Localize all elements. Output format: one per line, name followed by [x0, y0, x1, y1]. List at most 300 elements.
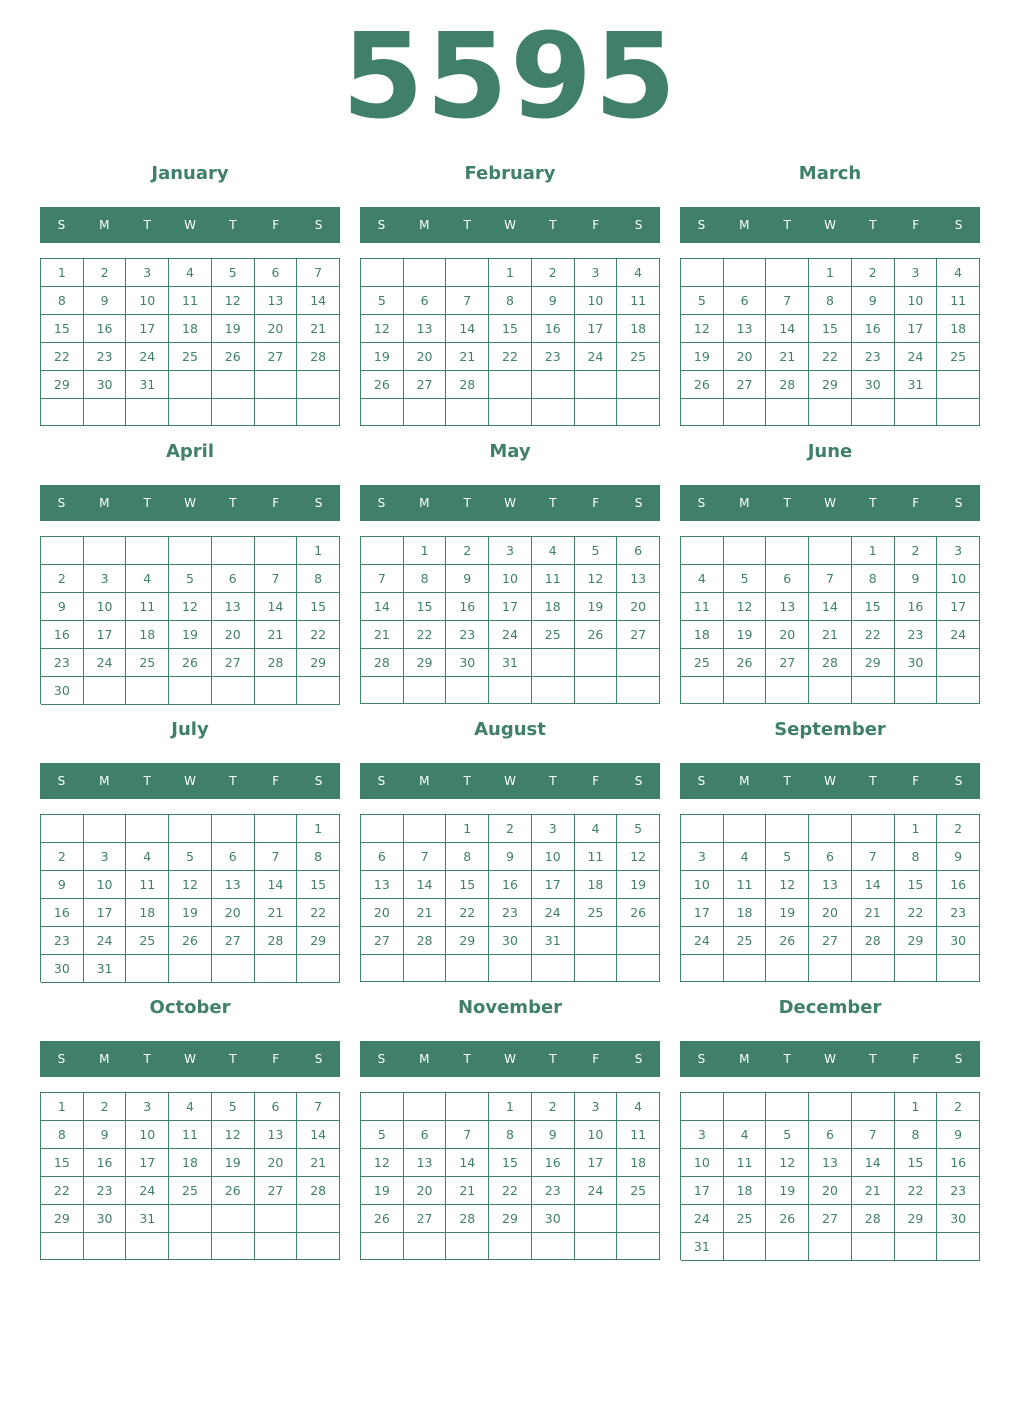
day-cell[interactable]: 25 — [937, 343, 980, 371]
day-cell[interactable]: 8 — [489, 287, 532, 315]
day-cell[interactable]: 29 — [489, 1205, 532, 1233]
day-cell[interactable]: 11 — [724, 871, 767, 899]
day-cell[interactable]: 2 — [489, 815, 532, 843]
day-cell[interactable]: 19 — [724, 621, 767, 649]
day-cell[interactable]: 30 — [84, 1205, 127, 1233]
day-cell[interactable]: 14 — [404, 871, 447, 899]
day-cell[interactable]: 11 — [617, 1121, 660, 1149]
day-cell[interactable]: 3 — [681, 1121, 724, 1149]
day-cell[interactable]: 30 — [489, 927, 532, 955]
day-cell[interactable]: 18 — [681, 621, 724, 649]
day-cell[interactable]: 23 — [852, 343, 895, 371]
day-cell[interactable]: 20 — [766, 621, 809, 649]
day-cell[interactable]: 26 — [617, 899, 660, 927]
day-cell[interactable]: 27 — [255, 343, 298, 371]
day-cell[interactable]: 21 — [852, 899, 895, 927]
day-cell[interactable]: 13 — [809, 871, 852, 899]
day-cell[interactable]: 3 — [126, 259, 169, 287]
day-cell[interactable]: 14 — [852, 1149, 895, 1177]
day-cell[interactable]: 19 — [575, 593, 618, 621]
day-cell[interactable]: 5 — [169, 565, 212, 593]
day-cell[interactable]: 21 — [361, 621, 404, 649]
day-cell[interactable]: 5 — [361, 287, 404, 315]
day-cell[interactable]: 13 — [724, 315, 767, 343]
day-cell[interactable]: 16 — [895, 593, 938, 621]
day-cell[interactable]: 4 — [169, 259, 212, 287]
day-cell[interactable]: 3 — [575, 259, 618, 287]
day-cell[interactable]: 3 — [84, 565, 127, 593]
day-cell[interactable]: 10 — [126, 287, 169, 315]
day-cell[interactable]: 2 — [84, 259, 127, 287]
day-cell[interactable]: 18 — [724, 1177, 767, 1205]
day-cell[interactable]: 24 — [575, 1177, 618, 1205]
day-cell[interactable]: 3 — [126, 1093, 169, 1121]
day-cell[interactable]: 20 — [404, 343, 447, 371]
day-cell[interactable]: 28 — [809, 649, 852, 677]
day-cell[interactable]: 1 — [809, 259, 852, 287]
day-cell[interactable]: 6 — [404, 1121, 447, 1149]
day-cell[interactable]: 27 — [212, 927, 255, 955]
day-cell[interactable]: 4 — [169, 1093, 212, 1121]
day-cell[interactable]: 18 — [724, 899, 767, 927]
day-cell[interactable]: 7 — [766, 287, 809, 315]
day-cell[interactable]: 22 — [404, 621, 447, 649]
day-cell[interactable]: 4 — [617, 259, 660, 287]
day-cell[interactable]: 2 — [532, 1093, 575, 1121]
day-cell[interactable]: 24 — [895, 343, 938, 371]
day-cell[interactable]: 6 — [809, 1121, 852, 1149]
day-cell[interactable]: 1 — [297, 537, 340, 565]
day-cell[interactable]: 27 — [809, 927, 852, 955]
day-cell[interactable]: 4 — [532, 537, 575, 565]
day-cell[interactable]: 2 — [446, 537, 489, 565]
day-cell[interactable]: 2 — [84, 1093, 127, 1121]
day-cell[interactable]: 9 — [84, 287, 127, 315]
day-cell[interactable]: 24 — [126, 343, 169, 371]
day-cell[interactable]: 28 — [852, 927, 895, 955]
day-cell[interactable]: 10 — [84, 593, 127, 621]
day-cell[interactable]: 27 — [255, 1177, 298, 1205]
day-cell[interactable]: 3 — [489, 537, 532, 565]
day-cell[interactable]: 9 — [446, 565, 489, 593]
day-cell[interactable]: 9 — [532, 287, 575, 315]
day-cell[interactable]: 4 — [724, 1121, 767, 1149]
day-cell[interactable]: 19 — [766, 899, 809, 927]
day-cell[interactable]: 25 — [126, 649, 169, 677]
day-cell[interactable]: 19 — [169, 899, 212, 927]
day-cell[interactable]: 16 — [532, 1149, 575, 1177]
day-cell[interactable]: 7 — [446, 1121, 489, 1149]
day-cell[interactable]: 20 — [255, 315, 298, 343]
day-cell[interactable]: 8 — [41, 1121, 84, 1149]
day-cell[interactable]: 25 — [617, 1177, 660, 1205]
day-cell[interactable]: 14 — [446, 1149, 489, 1177]
day-cell[interactable]: 10 — [575, 287, 618, 315]
day-cell[interactable]: 9 — [489, 843, 532, 871]
day-cell[interactable]: 28 — [297, 1177, 340, 1205]
day-cell[interactable]: 12 — [361, 315, 404, 343]
day-cell[interactable]: 5 — [212, 259, 255, 287]
day-cell[interactable]: 30 — [446, 649, 489, 677]
day-cell[interactable]: 29 — [852, 649, 895, 677]
day-cell[interactable]: 29 — [404, 649, 447, 677]
day-cell[interactable]: 8 — [895, 1121, 938, 1149]
day-cell[interactable]: 20 — [404, 1177, 447, 1205]
day-cell[interactable]: 8 — [297, 843, 340, 871]
day-cell[interactable]: 5 — [766, 1121, 809, 1149]
day-cell[interactable]: 19 — [681, 343, 724, 371]
day-cell[interactable]: 2 — [937, 815, 980, 843]
day-cell[interactable]: 4 — [126, 565, 169, 593]
day-cell[interactable]: 9 — [895, 565, 938, 593]
day-cell[interactable]: 16 — [937, 871, 980, 899]
day-cell[interactable]: 6 — [212, 565, 255, 593]
day-cell[interactable]: 18 — [937, 315, 980, 343]
day-cell[interactable]: 27 — [617, 621, 660, 649]
day-cell[interactable]: 22 — [809, 343, 852, 371]
day-cell[interactable]: 6 — [809, 843, 852, 871]
day-cell[interactable]: 21 — [297, 315, 340, 343]
day-cell[interactable]: 20 — [361, 899, 404, 927]
day-cell[interactable]: 22 — [41, 343, 84, 371]
day-cell[interactable]: 2 — [937, 1093, 980, 1121]
day-cell[interactable]: 20 — [212, 899, 255, 927]
day-cell[interactable]: 14 — [255, 593, 298, 621]
day-cell[interactable]: 4 — [617, 1093, 660, 1121]
day-cell[interactable]: 9 — [852, 287, 895, 315]
day-cell[interactable]: 23 — [446, 621, 489, 649]
day-cell[interactable]: 22 — [297, 621, 340, 649]
day-cell[interactable]: 17 — [681, 1177, 724, 1205]
day-cell[interactable]: 7 — [255, 565, 298, 593]
day-cell[interactable]: 1 — [41, 259, 84, 287]
day-cell[interactable]: 30 — [937, 927, 980, 955]
day-cell[interactable]: 1 — [446, 815, 489, 843]
day-cell[interactable]: 15 — [489, 1149, 532, 1177]
day-cell[interactable]: 6 — [212, 843, 255, 871]
day-cell[interactable]: 11 — [575, 843, 618, 871]
day-cell[interactable]: 10 — [681, 871, 724, 899]
day-cell[interactable]: 3 — [681, 843, 724, 871]
day-cell[interactable]: 10 — [895, 287, 938, 315]
day-cell[interactable]: 22 — [852, 621, 895, 649]
day-cell[interactable]: 11 — [126, 593, 169, 621]
day-cell[interactable]: 15 — [809, 315, 852, 343]
day-cell[interactable]: 7 — [297, 259, 340, 287]
day-cell[interactable]: 12 — [169, 593, 212, 621]
day-cell[interactable]: 14 — [809, 593, 852, 621]
day-cell[interactable]: 15 — [489, 315, 532, 343]
day-cell[interactable]: 30 — [937, 1205, 980, 1233]
day-cell[interactable]: 13 — [255, 1121, 298, 1149]
day-cell[interactable]: 16 — [852, 315, 895, 343]
day-cell[interactable]: 17 — [126, 315, 169, 343]
day-cell[interactable]: 28 — [766, 371, 809, 399]
day-cell[interactable]: 23 — [937, 1177, 980, 1205]
day-cell[interactable]: 9 — [937, 843, 980, 871]
day-cell[interactable]: 12 — [724, 593, 767, 621]
day-cell[interactable]: 18 — [617, 315, 660, 343]
day-cell[interactable]: 13 — [809, 1149, 852, 1177]
day-cell[interactable]: 23 — [84, 1177, 127, 1205]
day-cell[interactable]: 2 — [895, 537, 938, 565]
day-cell[interactable]: 10 — [937, 565, 980, 593]
day-cell[interactable]: 14 — [852, 871, 895, 899]
day-cell[interactable]: 28 — [255, 927, 298, 955]
day-cell[interactable]: 18 — [126, 621, 169, 649]
day-cell[interactable]: 17 — [575, 1149, 618, 1177]
day-cell[interactable]: 28 — [297, 343, 340, 371]
day-cell[interactable]: 28 — [255, 649, 298, 677]
day-cell[interactable]: 25 — [617, 343, 660, 371]
day-cell[interactable]: 3 — [937, 537, 980, 565]
day-cell[interactable]: 29 — [446, 927, 489, 955]
day-cell[interactable]: 3 — [575, 1093, 618, 1121]
day-cell[interactable]: 26 — [766, 927, 809, 955]
day-cell[interactable]: 29 — [895, 1205, 938, 1233]
day-cell[interactable]: 2 — [41, 843, 84, 871]
day-cell[interactable]: 4 — [681, 565, 724, 593]
day-cell[interactable]: 9 — [41, 593, 84, 621]
day-cell[interactable]: 2 — [532, 259, 575, 287]
day-cell[interactable]: 26 — [169, 649, 212, 677]
day-cell[interactable]: 7 — [809, 565, 852, 593]
day-cell[interactable]: 31 — [84, 955, 127, 983]
day-cell[interactable]: 1 — [852, 537, 895, 565]
day-cell[interactable]: 23 — [532, 1177, 575, 1205]
day-cell[interactable]: 24 — [681, 1205, 724, 1233]
day-cell[interactable]: 22 — [41, 1177, 84, 1205]
day-cell[interactable]: 25 — [724, 927, 767, 955]
day-cell[interactable]: 30 — [41, 955, 84, 983]
day-cell[interactable]: 21 — [852, 1177, 895, 1205]
day-cell[interactable]: 10 — [489, 565, 532, 593]
day-cell[interactable]: 21 — [809, 621, 852, 649]
day-cell[interactable]: 16 — [937, 1149, 980, 1177]
day-cell[interactable]: 15 — [446, 871, 489, 899]
day-cell[interactable]: 19 — [361, 343, 404, 371]
day-cell[interactable]: 9 — [41, 871, 84, 899]
day-cell[interactable]: 2 — [852, 259, 895, 287]
day-cell[interactable]: 22 — [895, 899, 938, 927]
day-cell[interactable]: 21 — [404, 899, 447, 927]
day-cell[interactable]: 16 — [84, 1149, 127, 1177]
day-cell[interactable]: 15 — [852, 593, 895, 621]
day-cell[interactable]: 29 — [297, 649, 340, 677]
day-cell[interactable]: 8 — [404, 565, 447, 593]
day-cell[interactable]: 26 — [766, 1205, 809, 1233]
day-cell[interactable]: 8 — [489, 1121, 532, 1149]
day-cell[interactable]: 27 — [212, 649, 255, 677]
day-cell[interactable]: 15 — [297, 871, 340, 899]
day-cell[interactable]: 5 — [575, 537, 618, 565]
day-cell[interactable]: 21 — [446, 343, 489, 371]
day-cell[interactable]: 4 — [575, 815, 618, 843]
day-cell[interactable]: 10 — [532, 843, 575, 871]
day-cell[interactable]: 4 — [724, 843, 767, 871]
day-cell[interactable]: 5 — [766, 843, 809, 871]
day-cell[interactable]: 6 — [255, 1093, 298, 1121]
day-cell[interactable]: 22 — [446, 899, 489, 927]
day-cell[interactable]: 6 — [617, 537, 660, 565]
day-cell[interactable]: 18 — [169, 315, 212, 343]
day-cell[interactable]: 27 — [809, 1205, 852, 1233]
day-cell[interactable]: 7 — [404, 843, 447, 871]
day-cell[interactable]: 9 — [937, 1121, 980, 1149]
day-cell[interactable]: 12 — [681, 315, 724, 343]
day-cell[interactable]: 25 — [126, 927, 169, 955]
day-cell[interactable]: 27 — [404, 371, 447, 399]
day-cell[interactable]: 21 — [766, 343, 809, 371]
day-cell[interactable]: 23 — [84, 343, 127, 371]
day-cell[interactable]: 31 — [895, 371, 938, 399]
day-cell[interactable]: 30 — [532, 1205, 575, 1233]
day-cell[interactable]: 31 — [126, 371, 169, 399]
day-cell[interactable]: 7 — [446, 287, 489, 315]
day-cell[interactable]: 1 — [895, 815, 938, 843]
day-cell[interactable]: 27 — [361, 927, 404, 955]
day-cell[interactable]: 13 — [404, 315, 447, 343]
day-cell[interactable]: 25 — [575, 899, 618, 927]
day-cell[interactable]: 15 — [297, 593, 340, 621]
day-cell[interactable]: 5 — [681, 287, 724, 315]
day-cell[interactable]: 30 — [852, 371, 895, 399]
day-cell[interactable]: 9 — [532, 1121, 575, 1149]
day-cell[interactable]: 6 — [404, 287, 447, 315]
day-cell[interactable]: 26 — [575, 621, 618, 649]
day-cell[interactable]: 25 — [532, 621, 575, 649]
day-cell[interactable]: 3 — [84, 843, 127, 871]
day-cell[interactable]: 18 — [126, 899, 169, 927]
day-cell[interactable]: 14 — [766, 315, 809, 343]
day-cell[interactable]: 23 — [41, 649, 84, 677]
day-cell[interactable]: 24 — [126, 1177, 169, 1205]
day-cell[interactable]: 10 — [681, 1149, 724, 1177]
day-cell[interactable]: 30 — [41, 677, 84, 705]
day-cell[interactable]: 18 — [617, 1149, 660, 1177]
day-cell[interactable]: 25 — [724, 1205, 767, 1233]
day-cell[interactable]: 24 — [681, 927, 724, 955]
day-cell[interactable]: 2 — [41, 565, 84, 593]
day-cell[interactable]: 10 — [575, 1121, 618, 1149]
day-cell[interactable]: 9 — [84, 1121, 127, 1149]
day-cell[interactable]: 26 — [681, 371, 724, 399]
day-cell[interactable]: 13 — [617, 565, 660, 593]
day-cell[interactable]: 20 — [617, 593, 660, 621]
day-cell[interactable]: 12 — [617, 843, 660, 871]
day-cell[interactable]: 23 — [489, 899, 532, 927]
day-cell[interactable]: 31 — [489, 649, 532, 677]
day-cell[interactable]: 20 — [255, 1149, 298, 1177]
day-cell[interactable]: 29 — [41, 371, 84, 399]
day-cell[interactable]: 21 — [255, 621, 298, 649]
day-cell[interactable]: 11 — [681, 593, 724, 621]
day-cell[interactable]: 24 — [532, 899, 575, 927]
day-cell[interactable]: 26 — [361, 1205, 404, 1233]
day-cell[interactable]: 27 — [766, 649, 809, 677]
day-cell[interactable]: 13 — [212, 593, 255, 621]
day-cell[interactable]: 16 — [41, 899, 84, 927]
day-cell[interactable]: 20 — [212, 621, 255, 649]
day-cell[interactable]: 19 — [212, 315, 255, 343]
day-cell[interactable]: 19 — [169, 621, 212, 649]
day-cell[interactable]: 22 — [895, 1177, 938, 1205]
day-cell[interactable]: 24 — [489, 621, 532, 649]
day-cell[interactable]: 23 — [937, 899, 980, 927]
day-cell[interactable]: 19 — [617, 871, 660, 899]
day-cell[interactable]: 29 — [41, 1205, 84, 1233]
day-cell[interactable]: 15 — [41, 1149, 84, 1177]
day-cell[interactable]: 10 — [126, 1121, 169, 1149]
day-cell[interactable]: 20 — [809, 899, 852, 927]
day-cell[interactable]: 14 — [255, 871, 298, 899]
day-cell[interactable]: 4 — [937, 259, 980, 287]
day-cell[interactable]: 1 — [895, 1093, 938, 1121]
day-cell[interactable]: 28 — [852, 1205, 895, 1233]
day-cell[interactable]: 26 — [169, 927, 212, 955]
day-cell[interactable]: 17 — [532, 871, 575, 899]
day-cell[interactable]: 11 — [617, 287, 660, 315]
day-cell[interactable]: 28 — [404, 927, 447, 955]
day-cell[interactable]: 6 — [361, 843, 404, 871]
day-cell[interactable]: 14 — [446, 315, 489, 343]
day-cell[interactable]: 30 — [895, 649, 938, 677]
day-cell[interactable]: 11 — [532, 565, 575, 593]
day-cell[interactable]: 17 — [681, 899, 724, 927]
day-cell[interactable]: 8 — [41, 287, 84, 315]
day-cell[interactable]: 22 — [489, 1177, 532, 1205]
day-cell[interactable]: 25 — [681, 649, 724, 677]
day-cell[interactable]: 5 — [212, 1093, 255, 1121]
day-cell[interactable]: 8 — [297, 565, 340, 593]
day-cell[interactable]: 17 — [937, 593, 980, 621]
day-cell[interactable]: 24 — [84, 649, 127, 677]
day-cell[interactable]: 23 — [532, 343, 575, 371]
day-cell[interactable]: 4 — [126, 843, 169, 871]
day-cell[interactable]: 17 — [895, 315, 938, 343]
day-cell[interactable]: 25 — [169, 1177, 212, 1205]
day-cell[interactable]: 24 — [575, 343, 618, 371]
day-cell[interactable]: 19 — [766, 1177, 809, 1205]
day-cell[interactable]: 13 — [255, 287, 298, 315]
day-cell[interactable]: 7 — [361, 565, 404, 593]
day-cell[interactable]: 12 — [169, 871, 212, 899]
day-cell[interactable]: 23 — [895, 621, 938, 649]
day-cell[interactable]: 6 — [724, 287, 767, 315]
day-cell[interactable]: 14 — [361, 593, 404, 621]
day-cell[interactable]: 26 — [724, 649, 767, 677]
day-cell[interactable]: 20 — [809, 1177, 852, 1205]
day-cell[interactable]: 27 — [404, 1205, 447, 1233]
day-cell[interactable]: 23 — [41, 927, 84, 955]
day-cell[interactable]: 1 — [489, 1093, 532, 1121]
day-cell[interactable]: 29 — [895, 927, 938, 955]
day-cell[interactable]: 14 — [297, 1121, 340, 1149]
day-cell[interactable]: 15 — [41, 315, 84, 343]
day-cell[interactable]: 13 — [212, 871, 255, 899]
day-cell[interactable]: 19 — [212, 1149, 255, 1177]
day-cell[interactable]: 16 — [41, 621, 84, 649]
day-cell[interactable]: 1 — [41, 1093, 84, 1121]
day-cell[interactable]: 18 — [575, 871, 618, 899]
day-cell[interactable]: 7 — [852, 843, 895, 871]
day-cell[interactable]: 11 — [724, 1149, 767, 1177]
day-cell[interactable]: 22 — [297, 899, 340, 927]
day-cell[interactable]: 21 — [446, 1177, 489, 1205]
day-cell[interactable]: 5 — [724, 565, 767, 593]
day-cell[interactable]: 15 — [895, 1149, 938, 1177]
day-cell[interactable]: 15 — [895, 871, 938, 899]
